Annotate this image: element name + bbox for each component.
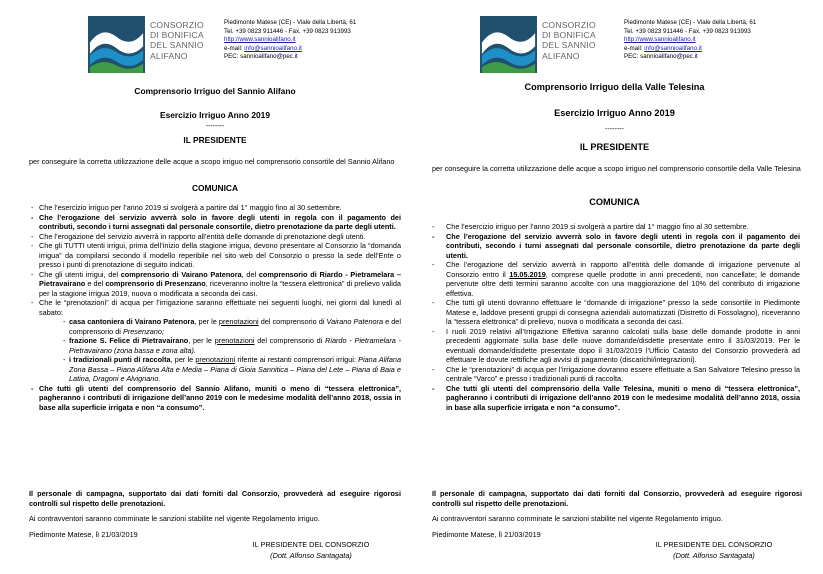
email-link[interactable]: info@sannioalifano.it — [244, 44, 302, 52]
list-item — [432, 232, 800, 261]
item-text: del comprensorio di — [258, 317, 327, 326]
separator: -------- — [205, 123, 225, 130]
date: Piedimonte Matese, lì 21/03/2019 — [432, 530, 541, 539]
phone: Tel. +39 0823 911446 - Fax. +39 0823 913993 — [624, 27, 751, 35]
sub-list-item — [65, 336, 401, 355]
pec: PEC: sannioalifano@pec.it — [224, 53, 298, 61]
esercizio-title: Esercizio Irriguo Anno 2019 — [554, 108, 675, 118]
item-text: Che l’esercizio irriguo per l’anno 2019 si svolgerà a partire dal 1° maggio fino al 30 settembre. — [39, 203, 342, 212]
signature-name: (Dott. Alfonso Santagata) — [270, 551, 352, 560]
list-item — [31, 298, 401, 384]
logo-text — [542, 20, 596, 61]
website-link[interactable]: http://www.sannioalifano.it — [624, 36, 696, 44]
contact-block — [224, 19, 356, 62]
contravventori-paragraph: Ai contravventori saranno comminate le sanzioni stabilite nel vigente Regolamento irriguo. — [432, 514, 723, 523]
list-item — [31, 270, 401, 299]
item-text: frazione S. Felice di Pietravairano — [69, 336, 189, 345]
left-notice — [0, 0, 411, 574]
item-text: del comprensorio di — [254, 336, 326, 345]
item-text: , per le — [194, 317, 219, 326]
item-text: casa cantoniera di Vairano Patenora — [69, 317, 195, 326]
item-text: comprensorio di Vairano Patenora — [120, 269, 242, 279]
item-text: , comprese quelle prodotte in anni precedenti, non cancellate; le domande pervenute oltre detti termini saranno accolte con una maggiorazione del 10% del contributo di irrigazione effettiva. — [446, 269, 800, 298]
contravventori-paragraph: Ai contravventori saranno comminate le sanzioni stabilite nel vigente Regolamento irriguo. — [29, 514, 320, 523]
esercizio-title: Esercizio Irriguo Anno 2019 — [160, 110, 270, 120]
item-text: Che tutti gli utenti del comprensorio del Sannio Alifano, muniti o meno di “tessera elettronica”, pagheranno i contributi di irrigazione dell’anno 2019 con le medesime modalità dell’anno 2018, ossia in base alla superficie irrigata e non “a consumo”. — [39, 383, 401, 412]
item-text: Che le “prenotazioni” di acqua per l’irrigazione dovranno essere effettuate a San Salvatore Telesino presso la centrale “Varco” e presso i tradizionali punti di raccolta. — [446, 364, 800, 383]
contact-block — [624, 19, 756, 62]
item-text: , per le — [170, 355, 196, 364]
pec: PEC: sannioalifano@pec.it — [624, 53, 698, 61]
list-item — [432, 365, 800, 384]
president-heading: IL PRESIDENTE — [183, 135, 247, 145]
item-text: comprensorio di Riardo - Pietramelara – Pietravairano — [39, 269, 402, 288]
logo-line: CONSORZIO — [150, 20, 204, 30]
logo-line: CONSORZIO — [542, 20, 596, 30]
item-text: Che gli — [39, 241, 65, 250]
logo-line: DEL SANNIO — [542, 40, 596, 51]
item-text: Che l’erogazione del servizio avverrà in rapporto all’entità delle domande di prenotazione degli utenti. — [39, 231, 366, 241]
item-text: prenotazioni — [214, 336, 255, 345]
item-text: , riceveranno inoltre la “tessera elettronica” di prelievo valida per la stagione irrigua 2019, nuova o modificata a seconda dei casi. — [39, 279, 401, 298]
item-text: , per le — [188, 336, 215, 345]
item-text: Presenzano; — [122, 326, 164, 336]
address: Piedimonte Matese (CE) - Viale della Libertà, 61 — [624, 19, 757, 26]
consorzio-logo-icon — [480, 16, 537, 73]
item-text: Che le “prenotazioni” di acqua per l’irrigazione saranno effettuate nei seguenti luoghi, nei giorni dal lunedì al sabato: — [39, 298, 401, 317]
personale-paragraph: Il personale di campagna, supportato dai dati forniti dal Consorzio, provvederà ad eseguire rigorosi controlli sul rispetto delle prenotazioni. — [432, 489, 802, 508]
item-text: Vairano Patenora — [326, 317, 384, 326]
intro-paragraph: per conseguire la corretta utilizzazione delle acque a scopo irriguo nel comprensorio consortile del Sannio Alifano — [29, 157, 395, 166]
logo-line: DEL SANNIO — [150, 40, 204, 51]
list-item — [432, 384, 800, 413]
sub-list-item — [65, 355, 401, 384]
list-item — [31, 203, 401, 213]
logo-line: DI BONIFICA — [542, 30, 596, 41]
personale-paragraph: Il personale di campagna, supportato dai dati forniti dal Consorzio, provvederà ad eseguire rigorosi controlli sul rispetto delle prenotazioni. — [29, 489, 401, 508]
item-text: Che tutti gli utenti dovranno effettuare le “domande di irrigazione” presso la sede consortile in Piedimonte Matese e, laddove presenti gruppi di consegna aziendali automatizzati (Distretto di Fossolagno), riceveranno la “tessera elettronica” di prelievo, nuova o modificata a seconda dei casi. — [446, 298, 800, 326]
sub-list-item — [65, 317, 401, 336]
intro-paragraph: per conseguire la corretta utilizzazione delle acque a scopo irriguo nel comprensorio consortile della Valle Telesina — [432, 164, 801, 173]
comprensorio-title: Comprensorio Irriguo della Valle Telesina — [524, 82, 705, 92]
list-item — [432, 222, 800, 232]
item-text: Che l’erogazione del servizio avverrà solo in favore degli utenti in regola con il pagamento dei contributi, secondo i turni assegnati dal personale consortile, dietro prenotazione da parte degli utenti. — [39, 212, 401, 231]
items-block — [432, 222, 800, 412]
list-item — [31, 384, 401, 413]
list-item — [31, 241, 401, 270]
comprensorio-title: Comprensorio Irriguo del Sannio Alifano — [134, 86, 296, 96]
email-label: e-mail: — [224, 44, 245, 52]
phone: Tel. +39 0823 911446 - Fax. +39 0823 913993 — [224, 27, 351, 35]
email-link[interactable]: info@sannioalifano.it — [644, 44, 702, 52]
item-text: e del — [85, 279, 106, 288]
item-text: utenti irrigui, prima dell’inizio della stagione irrigua, devono presentare al Consorzio la “domanda irrigua” da compilarsi secondo il modello reperibile nel sito web del Consorzio o presso la sede dell’Ente o presso i punti di prenotazione di seguito indicati. — [39, 241, 402, 269]
item-text: Riardo - Pietramelara - Pietravairano (zona bassa e zona alta). — [69, 336, 401, 355]
item-text: e del comprensorio di — [69, 317, 401, 336]
item-text: prenotazioni — [195, 355, 236, 364]
item-text: Che tutti gli utenti del comprensorio della Valle Telesina, muniti o meno di “tessera elettronica”, pagheranno i contributi di irrigazione dell’anno 2019 con le medesime modalità dell’anno 2018, ossia in base alla superficie irrigata e non “a consumo”. — [446, 383, 800, 412]
comunica-heading: COMUNICA — [191, 183, 239, 193]
item-text: Che l’erogazione del servizio avverrà in rapporto all’entità delle domande di irrigazione pervenute al Consorzio entro il — [446, 260, 800, 279]
item-text: Che l’erogazione del servizio avverrà solo in favore degli utenti in regola con il pagamento dei contributi, secondo i turni assegnati dal personale consortile, dietro prenotazione da parte degli utenti. — [446, 231, 800, 260]
item-text: Che gli utenti irrigui, del — [39, 269, 121, 279]
item-text: i tradizionali punti di raccolta — [69, 355, 171, 364]
logo-line: DI BONIFICA — [150, 30, 204, 41]
president-heading: IL PRESIDENTE — [579, 142, 650, 152]
item-text: 15.05.2019 — [509, 269, 546, 279]
list-item — [432, 327, 800, 365]
consorzio-logo-icon — [88, 16, 145, 73]
item-text: TUTTI — [64, 241, 85, 250]
item-text: comprensorio di Presenzano — [105, 279, 206, 288]
list-item — [432, 298, 800, 327]
item-text: riferite ai restanti comprensori irrigui: — [235, 355, 359, 364]
logo-text — [150, 20, 204, 61]
logo-line: ALIFANO — [542, 50, 580, 61]
item-text: prenotazioni — [218, 317, 259, 326]
separator: -------- — [605, 126, 624, 133]
items-block — [31, 203, 401, 412]
list-item — [31, 213, 401, 232]
signature-title: IL PRESIDENTE DEL CONSORZIO — [252, 540, 370, 549]
item-text: , del — [241, 269, 259, 279]
signature-name: (Dott. Alfonso Santagata) — [673, 551, 755, 560]
comunica-heading: COMUNICA — [589, 197, 640, 207]
date: Piedimonte Matese, lì 21/03/2019 — [29, 530, 138, 539]
item-text: I ruoli 2019 relativi all’Irrigazione Effettiva saranno calcolati sulla base delle domande prodotte in anni precedenti aggiornate sulla base delle nuove domande/disdette presentate entro il 31/03/2019. Per le eventuali domande/disdette presentate dopo il 31/03/2019 l’Ufficio Catasto del Consorzio provvederà ad effettuare le dovute rettifiche agli avvisi di pagamento (discarichi/integrazioni). — [446, 326, 800, 364]
list-item — [432, 260, 800, 298]
item-text: Che l’esercizio irriguo per l’anno 2019 si svolgerà a partire dal 1° maggio fino al 30 settembre. — [446, 222, 749, 231]
email-label: e-mail: — [624, 44, 645, 52]
list-item — [31, 232, 401, 242]
signature-title: IL PRESIDENTE DEL CONSORZIO — [655, 540, 773, 549]
logo-line: ALIFANO — [150, 50, 188, 61]
website-link[interactable]: http://www.sannioalifano.it — [224, 36, 296, 44]
address: Piedimonte Matese (CE) - Viale della Libertà, 61 — [224, 19, 357, 26]
right-notice — [412, 0, 823, 574]
item-text: Piana Alifana Zona Bassa – Piana Alifana Alta e Media – Piana di Gioia Sannitica – Piana del Lete – Piana di Baia e Latina, Dragoni e Alvignano. — [69, 355, 402, 383]
